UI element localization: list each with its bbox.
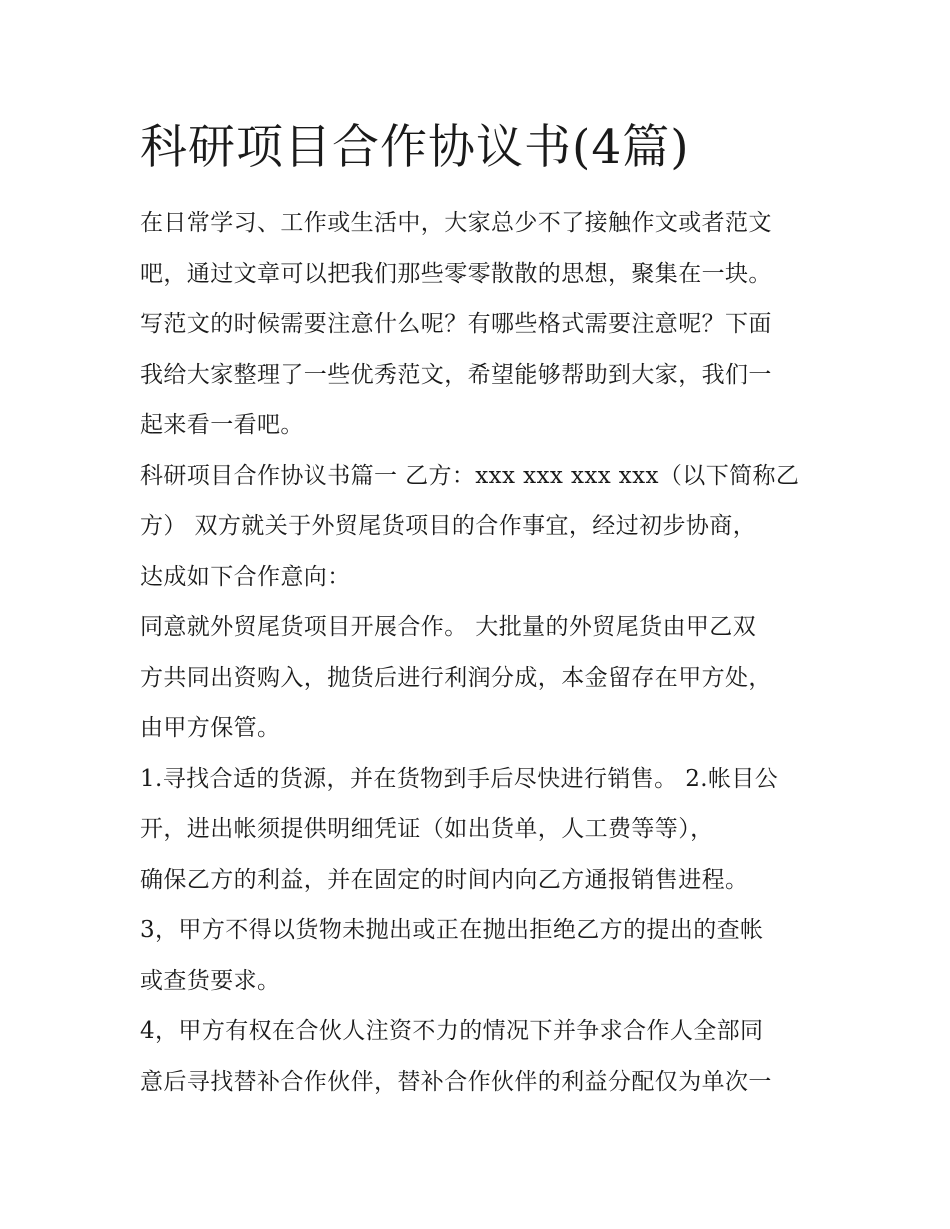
text-line: 开，进出帐须提供明细凭证（如出货单，人工费等等）， xyxy=(140,816,714,842)
text-line: 写范文的时候需要注意什么呢？有哪些格式需要注意呢？下面 xyxy=(140,311,772,337)
text-line: 在日常学习、工作或生活中，大家总少不了接触作文或者范文 xyxy=(140,210,772,236)
paragraph-clause-1-2 xyxy=(140,754,820,906)
text-line: 我给大家整理了一些优秀范文，希望能够帮助到大家，我们一 xyxy=(140,361,772,388)
text-line: 方） 双方就关于外贸尾货项目的合作事宜，经过初步协商， xyxy=(140,513,757,539)
document-title: 科研项目合作协议书(4篇) xyxy=(140,120,690,175)
paragraph-clause-4 xyxy=(140,1006,820,1107)
text-line: 同意就外贸尾货项目开展合作。 大批量的外贸尾货由甲乙双 xyxy=(140,614,757,640)
paragraph-agreement-one xyxy=(140,451,820,603)
document-body xyxy=(140,112,820,1107)
paragraph-cooperation xyxy=(140,602,820,754)
text-line: 确保乙方的利益，并在固定的时间内向乙方通报销售进程。 xyxy=(140,866,749,893)
text-line: 意后寻找替补合作伙伴，替补合作伙伴的利益分配仅为单次一 xyxy=(140,1068,772,1095)
paragraph-intro xyxy=(140,198,820,451)
text-line: 3，甲方不得以货物未抛出或正在抛出拒绝乙方的提出的查帐 xyxy=(140,917,764,943)
text-line: 1.寻找合适的货源，并在货物到手后尽快进行销售。 2.帐目公 xyxy=(140,765,779,792)
text-line: 科研项目合作协议书篇一 乙方：xxx xxx xxx xxx（以下简称乙 xyxy=(140,462,800,489)
text-line: 方共同出资购入，抛货后进行利润分成，本金留存在甲方处， xyxy=(140,664,772,691)
paragraph-clause-3 xyxy=(140,905,820,1006)
text-line: 4，甲方有权在合伙人注资不力的情况下并争求合作人全部同 xyxy=(140,1018,764,1044)
text-line: 吧，通过文章可以把我们那些零零散散的思想，聚集在一块。 xyxy=(140,260,772,287)
text-line: 或查货要求。 xyxy=(140,967,281,994)
text-line: 由甲方保管。 xyxy=(140,715,281,741)
text-line: 起来看一看吧。 xyxy=(140,412,304,438)
text-line: 达成如下合作意向： xyxy=(140,563,351,590)
